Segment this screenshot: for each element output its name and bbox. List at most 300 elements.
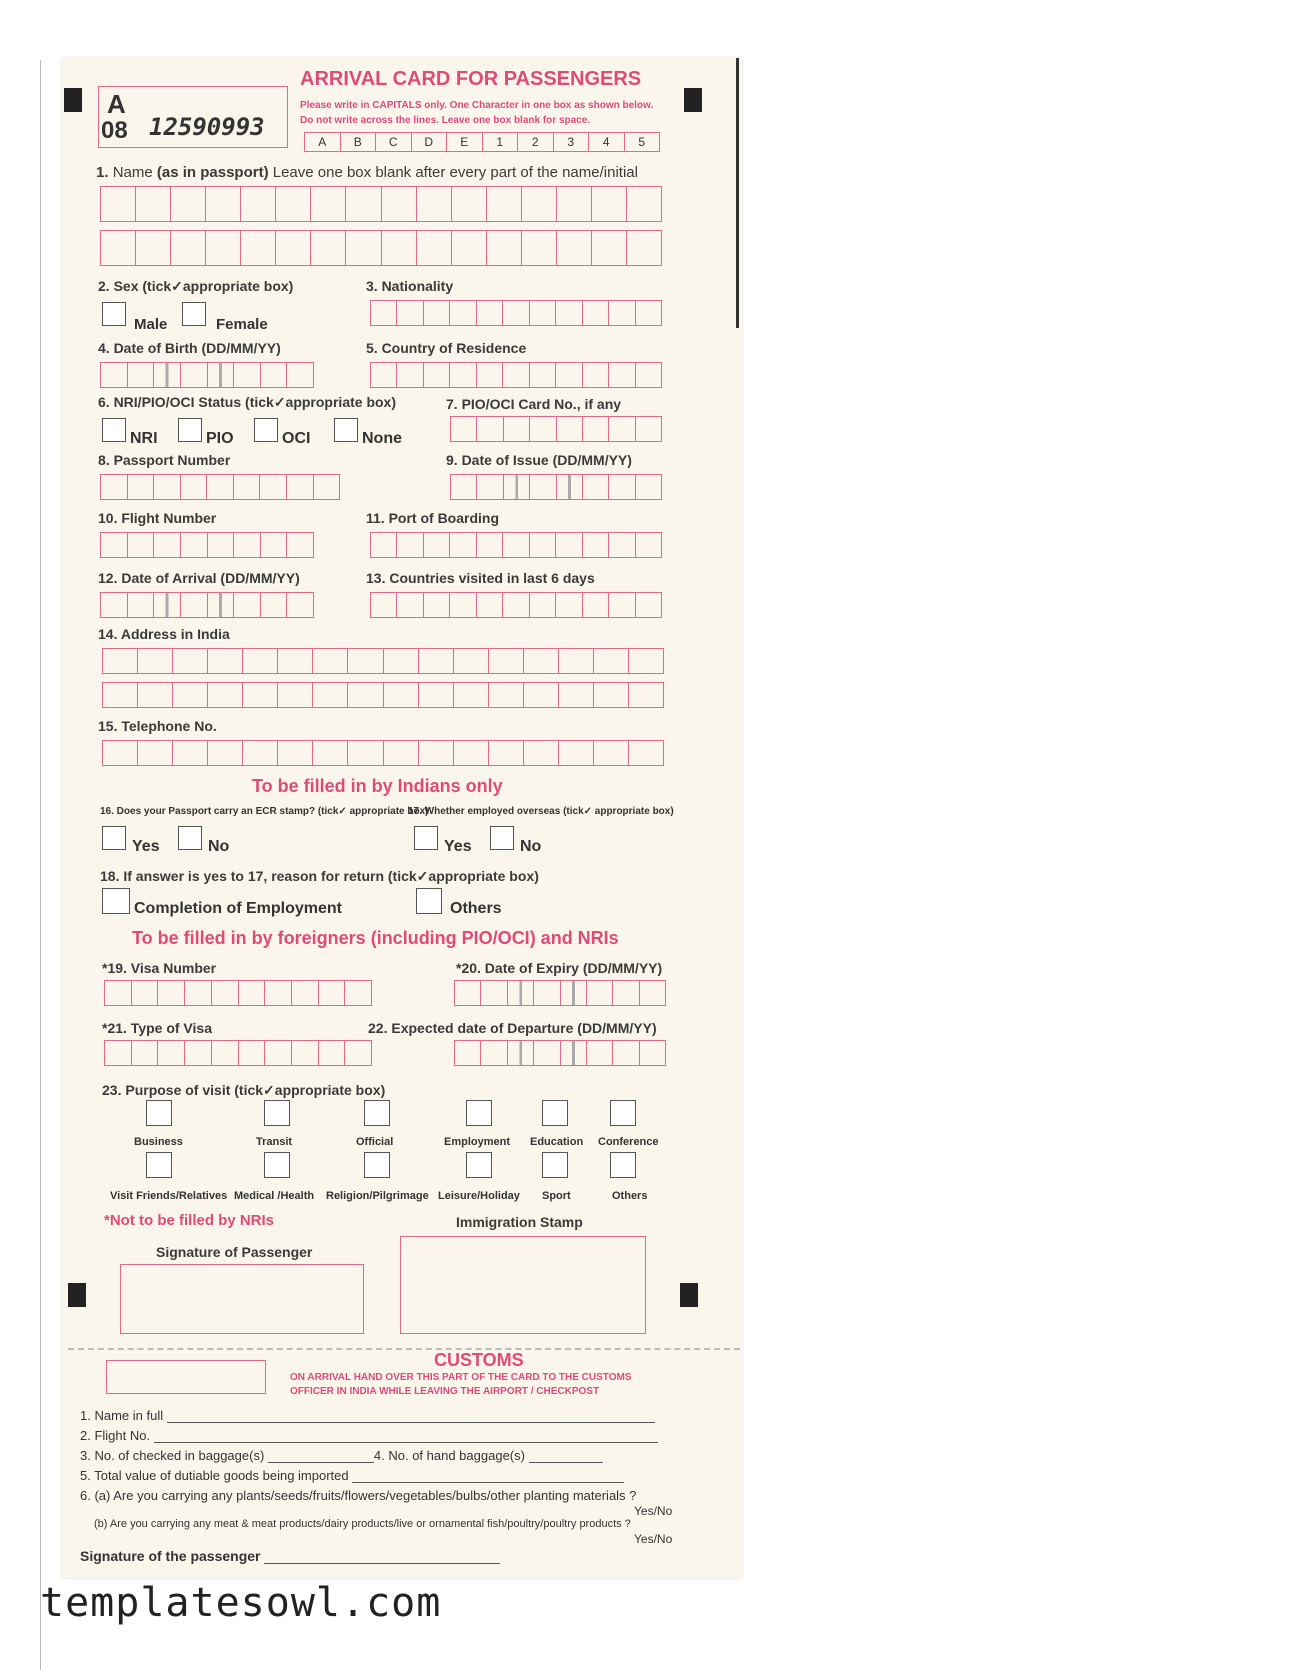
input-cell[interactable] (128, 533, 155, 557)
foreigners-heading: To be filled in by foreigners (including PIO/OCI) and NRIs (132, 928, 619, 948)
input-cell[interactable] (609, 301, 635, 325)
input-cell[interactable] (397, 363, 423, 387)
input-cell[interactable] (557, 475, 583, 499)
input-cell[interactable] (534, 981, 560, 1005)
input-cell[interactable] (508, 1041, 534, 1065)
input-cell[interactable] (613, 1041, 639, 1065)
input-cell[interactable] (265, 1041, 292, 1065)
purpose-visit-friends-label: Visit Friends/Relatives (110, 1190, 228, 1202)
input-cell[interactable] (530, 475, 556, 499)
input-cell[interactable] (583, 301, 609, 325)
visa-type-input[interactable] (104, 1040, 372, 1066)
input-cell[interactable] (636, 533, 661, 557)
input-cell[interactable] (241, 187, 276, 221)
input-cell[interactable] (101, 533, 128, 557)
input-cell[interactable] (503, 533, 529, 557)
input-cell[interactable] (154, 363, 181, 387)
input-cell[interactable] (234, 363, 261, 387)
input-cell[interactable] (173, 683, 208, 707)
input-cell[interactable] (583, 475, 609, 499)
input-cell[interactable] (101, 363, 128, 387)
name-input-row-2[interactable] (100, 230, 662, 266)
departure-date-input[interactable] (454, 1040, 666, 1066)
employed-no-checkbox[interactable] (490, 826, 514, 850)
expiry-date-input[interactable] (454, 980, 666, 1006)
input-cell[interactable] (243, 649, 278, 673)
reason-others-checkbox[interactable] (416, 888, 442, 914)
sex-male-checkbox[interactable] (102, 302, 126, 326)
input-cell[interactable] (313, 683, 348, 707)
purpose-education-checkbox[interactable] (542, 1100, 568, 1126)
input-cell[interactable] (261, 363, 288, 387)
input-cell[interactable] (489, 683, 524, 707)
input-cell[interactable] (101, 475, 128, 499)
watermark: templatesowl.com (40, 1580, 442, 1626)
input-cell[interactable] (265, 981, 292, 1005)
input-cell[interactable] (101, 593, 128, 617)
input-cell[interactable] (128, 363, 155, 387)
input-cell[interactable] (530, 417, 556, 441)
input-cell[interactable] (287, 475, 314, 499)
customs-hand-label: 4. No. of hand baggage(s) (373, 1448, 525, 1463)
input-cell[interactable] (592, 231, 627, 265)
input-cell[interactable] (587, 981, 613, 1005)
input-cell[interactable] (397, 301, 423, 325)
input-cell[interactable] (629, 683, 663, 707)
input-cell[interactable] (534, 1041, 560, 1065)
input-cell[interactable] (522, 187, 557, 221)
input-cell[interactable] (382, 187, 417, 221)
input-cell[interactable] (173, 741, 208, 765)
input-cell[interactable] (138, 649, 173, 673)
input-cell[interactable] (105, 981, 132, 1005)
indians-only-heading: To be filled in by Indians only (252, 776, 503, 796)
input-cell[interactable] (208, 741, 243, 765)
purpose-employment-checkbox[interactable] (466, 1100, 492, 1126)
input-cell[interactable] (132, 981, 159, 1005)
input-cell[interactable] (452, 231, 487, 265)
field-expiry-date-label: *20. Date of Expiry (DD/MM/YY) (456, 960, 663, 976)
sample-char: 5 (638, 135, 646, 149)
input-cell[interactable] (503, 593, 529, 617)
input-cell[interactable] (451, 417, 477, 441)
input-cell[interactable] (636, 593, 661, 617)
input-cell[interactable] (371, 301, 397, 325)
input-cell[interactable] (212, 1041, 239, 1065)
input-cell[interactable] (171, 231, 206, 265)
input-cell[interactable] (627, 187, 661, 221)
input-cell[interactable] (609, 417, 635, 441)
input-cell[interactable] (609, 363, 635, 387)
input-cell[interactable] (382, 231, 417, 265)
input-cell[interactable] (477, 417, 503, 441)
input-cell[interactable] (487, 231, 522, 265)
purpose-leisure-checkbox[interactable] (466, 1152, 492, 1178)
input-cell[interactable] (556, 363, 582, 387)
flight-number-input[interactable] (100, 532, 314, 558)
input-cell[interactable] (207, 475, 234, 499)
input-cell[interactable] (424, 363, 450, 387)
input-cell[interactable] (587, 1041, 613, 1065)
input-cell[interactable] (103, 683, 138, 707)
input-cell[interactable] (132, 1041, 159, 1065)
input-cell[interactable] (454, 741, 489, 765)
input-cell[interactable] (636, 301, 661, 325)
input-cell[interactable] (314, 475, 340, 499)
input-cell[interactable] (138, 683, 173, 707)
input-cell[interactable] (629, 741, 663, 765)
customs-checked-line[interactable] (268, 1450, 374, 1463)
field-visa-type-label: *21. Type of Visa (102, 1020, 212, 1036)
input-cell[interactable] (556, 593, 582, 617)
input-cell[interactable] (594, 683, 629, 707)
input-cell[interactable] (206, 187, 241, 221)
input-cell[interactable] (311, 231, 346, 265)
input-cell[interactable] (208, 593, 235, 617)
input-cell[interactable] (451, 475, 477, 499)
input-cell[interactable] (561, 981, 587, 1005)
input-cell[interactable] (287, 363, 313, 387)
input-cell[interactable] (530, 301, 556, 325)
sex-female-checkbox[interactable] (182, 302, 206, 326)
input-cell[interactable] (384, 649, 419, 673)
input-cell[interactable] (522, 231, 557, 265)
input-cell[interactable] (524, 741, 559, 765)
input-cell[interactable] (206, 231, 241, 265)
input-cell[interactable] (313, 741, 348, 765)
input-cell[interactable] (557, 187, 592, 221)
input-cell[interactable] (101, 231, 136, 265)
input-cell[interactable] (234, 593, 261, 617)
purpose-conference-label: Conference (598, 1136, 659, 1148)
input-cell[interactable] (346, 231, 381, 265)
input-cell[interactable] (636, 417, 661, 441)
input-cell[interactable] (477, 593, 503, 617)
input-cell[interactable] (450, 593, 476, 617)
customs-signature-row (80, 1548, 500, 1564)
input-cell[interactable] (276, 187, 311, 221)
input-cell[interactable] (417, 187, 452, 221)
input-cell[interactable] (583, 417, 609, 441)
input-cell[interactable] (455, 1041, 481, 1065)
input-cell[interactable] (561, 1041, 587, 1065)
input-cell[interactable] (419, 649, 454, 673)
input-cell[interactable] (384, 683, 419, 707)
input-cell[interactable] (530, 593, 556, 617)
serial-box (98, 86, 288, 148)
purpose-medical-checkbox[interactable] (264, 1152, 290, 1178)
input-cell[interactable] (181, 475, 208, 499)
input-cell[interactable] (397, 593, 423, 617)
input-cell[interactable] (530, 363, 556, 387)
input-cell[interactable] (154, 475, 181, 499)
field-pio-card-label: 7. PIO/OCI Card No., if any (446, 396, 622, 412)
input-cell[interactable] (319, 981, 346, 1005)
input-cell[interactable] (154, 533, 181, 557)
arrival-date-input[interactable] (100, 592, 314, 618)
input-cell[interactable] (212, 981, 239, 1005)
input-cell[interactable] (241, 231, 276, 265)
input-cell[interactable] (278, 683, 313, 707)
input-cell[interactable] (208, 533, 235, 557)
input-cell[interactable] (397, 533, 423, 557)
input-cell[interactable] (454, 649, 489, 673)
input-cell[interactable] (171, 187, 206, 221)
input-cell[interactable] (239, 981, 266, 1005)
status-oci-checkbox[interactable] (254, 418, 278, 442)
registration-mark-bottom-right (680, 1283, 698, 1307)
input-cell[interactable] (583, 533, 609, 557)
input-cell[interactable] (503, 363, 529, 387)
input-cell[interactable] (260, 475, 287, 499)
input-cell[interactable] (278, 649, 313, 673)
input-cell[interactable] (489, 649, 524, 673)
sex-female-label: Female (216, 316, 268, 333)
purpose-official-checkbox[interactable] (364, 1100, 390, 1126)
input-cell[interactable] (609, 533, 635, 557)
input-cell[interactable] (313, 649, 348, 673)
input-cell[interactable] (276, 231, 311, 265)
name-input-row-1[interactable] (100, 186, 662, 222)
input-cell[interactable] (136, 231, 171, 265)
status-pio-checkbox[interactable] (178, 418, 202, 442)
dob-input[interactable] (100, 362, 314, 388)
countries-visited-input[interactable] (370, 592, 662, 618)
customs-flight-line[interactable] (154, 1430, 658, 1443)
input-cell[interactable] (557, 231, 592, 265)
input-cell[interactable] (128, 475, 155, 499)
input-cell[interactable] (243, 683, 278, 707)
input-cell[interactable] (208, 363, 235, 387)
purpose-education-label: Education (530, 1136, 584, 1148)
input-cell[interactable] (424, 593, 450, 617)
input-cell[interactable] (583, 593, 609, 617)
input-cell[interactable] (508, 981, 534, 1005)
input-cell[interactable] (504, 417, 530, 441)
input-cell[interactable] (503, 301, 529, 325)
input-cell[interactable] (477, 533, 503, 557)
input-cell[interactable] (594, 741, 629, 765)
input-cell[interactable] (450, 363, 476, 387)
status-oci-label: OCI (282, 430, 311, 447)
input-cell[interactable] (173, 649, 208, 673)
input-cell[interactable] (557, 417, 583, 441)
input-cell[interactable] (103, 649, 138, 673)
purpose-transit-checkbox[interactable] (264, 1100, 290, 1126)
input-cell[interactable] (138, 741, 173, 765)
input-cell[interactable] (556, 533, 582, 557)
ecr-yes-checkbox[interactable] (102, 826, 126, 850)
customs-value-line[interactable] (352, 1470, 624, 1483)
input-cell[interactable] (208, 683, 243, 707)
input-cell[interactable] (234, 533, 261, 557)
input-cell[interactable] (559, 741, 594, 765)
input-cell[interactable] (530, 533, 556, 557)
input-cell[interactable] (489, 741, 524, 765)
purpose-conference-checkbox[interactable] (610, 1100, 636, 1126)
input-cell[interactable] (640, 981, 665, 1005)
input-cell[interactable] (154, 593, 181, 617)
instruction-line-2: Do not write across the lines. Leave one box blank for space. (300, 115, 591, 126)
registration-mark-top-right (684, 88, 702, 112)
passport-number-input[interactable] (100, 474, 340, 500)
immigration-stamp-label: Immigration Stamp (456, 1214, 583, 1230)
field-nationality-label: 3. Nationality (366, 278, 454, 294)
input-cell[interactable] (609, 475, 635, 499)
input-cell[interactable] (105, 1041, 132, 1065)
input-cell[interactable] (424, 301, 450, 325)
ecr-no-checkbox[interactable] (178, 826, 202, 850)
input-cell[interactable] (185, 1041, 212, 1065)
input-cell[interactable] (481, 981, 507, 1005)
address-input-row-2[interactable] (102, 682, 664, 708)
customs-name-label: 1. Name in full (80, 1408, 164, 1423)
input-cell[interactable] (424, 533, 450, 557)
input-cell[interactable] (185, 981, 212, 1005)
visa-number-input[interactable] (104, 980, 372, 1006)
input-cell[interactable] (452, 187, 487, 221)
field-port-label: 11. Port of Boarding (366, 510, 500, 526)
input-cell[interactable] (345, 1041, 371, 1065)
input-cell[interactable] (454, 683, 489, 707)
input-cell[interactable] (181, 363, 208, 387)
input-cell[interactable] (419, 683, 454, 707)
input-cell[interactable] (346, 187, 381, 221)
input-cell[interactable] (559, 649, 594, 673)
customs-name-line[interactable] (167, 1410, 655, 1423)
input-cell[interactable] (477, 363, 503, 387)
customs-meat-yesno[interactable]: Yes/No (634, 1532, 673, 1546)
field-passport-label: 8. Passport Number (98, 452, 231, 468)
nationality-input[interactable] (370, 300, 662, 326)
input-cell[interactable] (487, 187, 522, 221)
input-cell[interactable] (348, 649, 383, 673)
purpose-others-checkbox[interactable] (610, 1152, 636, 1178)
input-cell[interactable] (477, 475, 503, 499)
input-cell[interactable] (278, 741, 313, 765)
input-cell[interactable] (136, 187, 171, 221)
sample-char: C (376, 133, 412, 151)
input-cell[interactable] (594, 649, 629, 673)
input-cell[interactable] (243, 741, 278, 765)
input-cell[interactable] (592, 187, 627, 221)
customs-signature-label: Signature of the passenger (80, 1548, 261, 1564)
input-cell[interactable] (239, 1041, 266, 1065)
input-cell[interactable] (371, 593, 397, 617)
purpose-religion-checkbox[interactable] (364, 1152, 390, 1178)
sample-char: 2 (518, 133, 554, 151)
input-cell[interactable] (640, 1041, 665, 1065)
input-cell[interactable] (181, 593, 208, 617)
field-name-title: Name (112, 164, 153, 181)
status-nri-label: NRI (130, 430, 158, 447)
issue-date-input[interactable] (450, 474, 662, 500)
input-cell[interactable] (101, 187, 136, 221)
input-cell[interactable] (292, 981, 319, 1005)
pio-card-input[interactable] (450, 416, 662, 442)
input-cell[interactable] (524, 683, 559, 707)
input-cell[interactable] (261, 593, 288, 617)
input-cell[interactable] (319, 1041, 346, 1065)
input-cell[interactable] (636, 363, 661, 387)
input-cell[interactable] (234, 475, 261, 499)
field-name-paren: (as in passport) (156, 164, 269, 181)
input-cell[interactable] (636, 475, 661, 499)
customs-hand-line[interactable] (529, 1450, 603, 1463)
sample-char: D (412, 133, 448, 151)
input-cell[interactable] (504, 475, 530, 499)
input-cell[interactable] (103, 741, 138, 765)
input-cell[interactable] (524, 649, 559, 673)
input-cell[interactable] (371, 363, 397, 387)
input-cell[interactable] (629, 649, 663, 673)
input-cell[interactable] (208, 649, 243, 673)
input-cell[interactable] (158, 981, 185, 1005)
input-cell[interactable] (455, 981, 481, 1005)
customs-value-row (80, 1468, 624, 1483)
purpose-visit-friends-checkbox[interactable] (146, 1152, 172, 1178)
input-cell[interactable] (556, 301, 582, 325)
input-cell[interactable] (261, 533, 288, 557)
status-none-checkbox[interactable] (334, 418, 358, 442)
field-arrival-date-label: 12. Date of Arrival (DD/MM/YY) (98, 570, 300, 586)
customs-signature-line[interactable] (264, 1551, 500, 1564)
customs-plants-yesno[interactable]: Yes/No (634, 1504, 673, 1518)
input-cell[interactable] (559, 683, 594, 707)
telephone-input[interactable] (102, 740, 664, 766)
input-cell[interactable] (609, 593, 635, 617)
employed-yes-checkbox[interactable] (414, 826, 438, 850)
input-cell[interactable] (348, 741, 383, 765)
input-cell[interactable] (292, 1041, 319, 1065)
field-name-label (96, 164, 638, 181)
input-cell[interactable] (287, 593, 313, 617)
input-cell[interactable] (158, 1041, 185, 1065)
series-number: 08 (101, 117, 128, 144)
input-cell[interactable] (583, 363, 609, 387)
input-cell[interactable] (613, 981, 639, 1005)
reason-completion-checkbox[interactable] (102, 888, 130, 914)
input-cell[interactable] (419, 741, 454, 765)
input-cell[interactable] (627, 231, 661, 265)
country-residence-input[interactable] (370, 362, 662, 388)
passenger-signature-box[interactable] (120, 1264, 364, 1334)
input-cell[interactable] (417, 231, 452, 265)
status-nri-checkbox[interactable] (102, 418, 126, 442)
input-cell[interactable] (348, 683, 383, 707)
sex-male-label: Male (134, 316, 168, 333)
sample-characters (304, 132, 660, 152)
address-input-row-1[interactable] (102, 648, 664, 674)
purpose-business-checkbox[interactable] (146, 1100, 172, 1126)
input-cell[interactable] (181, 533, 208, 557)
input-cell[interactable] (481, 1041, 507, 1065)
input-cell[interactable] (450, 533, 476, 557)
input-cell[interactable] (477, 301, 503, 325)
input-cell[interactable] (371, 533, 397, 557)
purpose-sport-checkbox[interactable] (542, 1152, 568, 1178)
purpose-official-label: Official (356, 1136, 394, 1148)
input-cell[interactable] (128, 593, 155, 617)
input-cell[interactable] (311, 187, 346, 221)
port-of-boarding-input[interactable] (370, 532, 662, 558)
input-cell[interactable] (345, 981, 371, 1005)
input-cell[interactable] (450, 301, 476, 325)
immigration-stamp-box (400, 1236, 646, 1334)
sample-char: B (341, 133, 377, 151)
input-cell[interactable] (287, 533, 313, 557)
input-cell[interactable] (384, 741, 419, 765)
